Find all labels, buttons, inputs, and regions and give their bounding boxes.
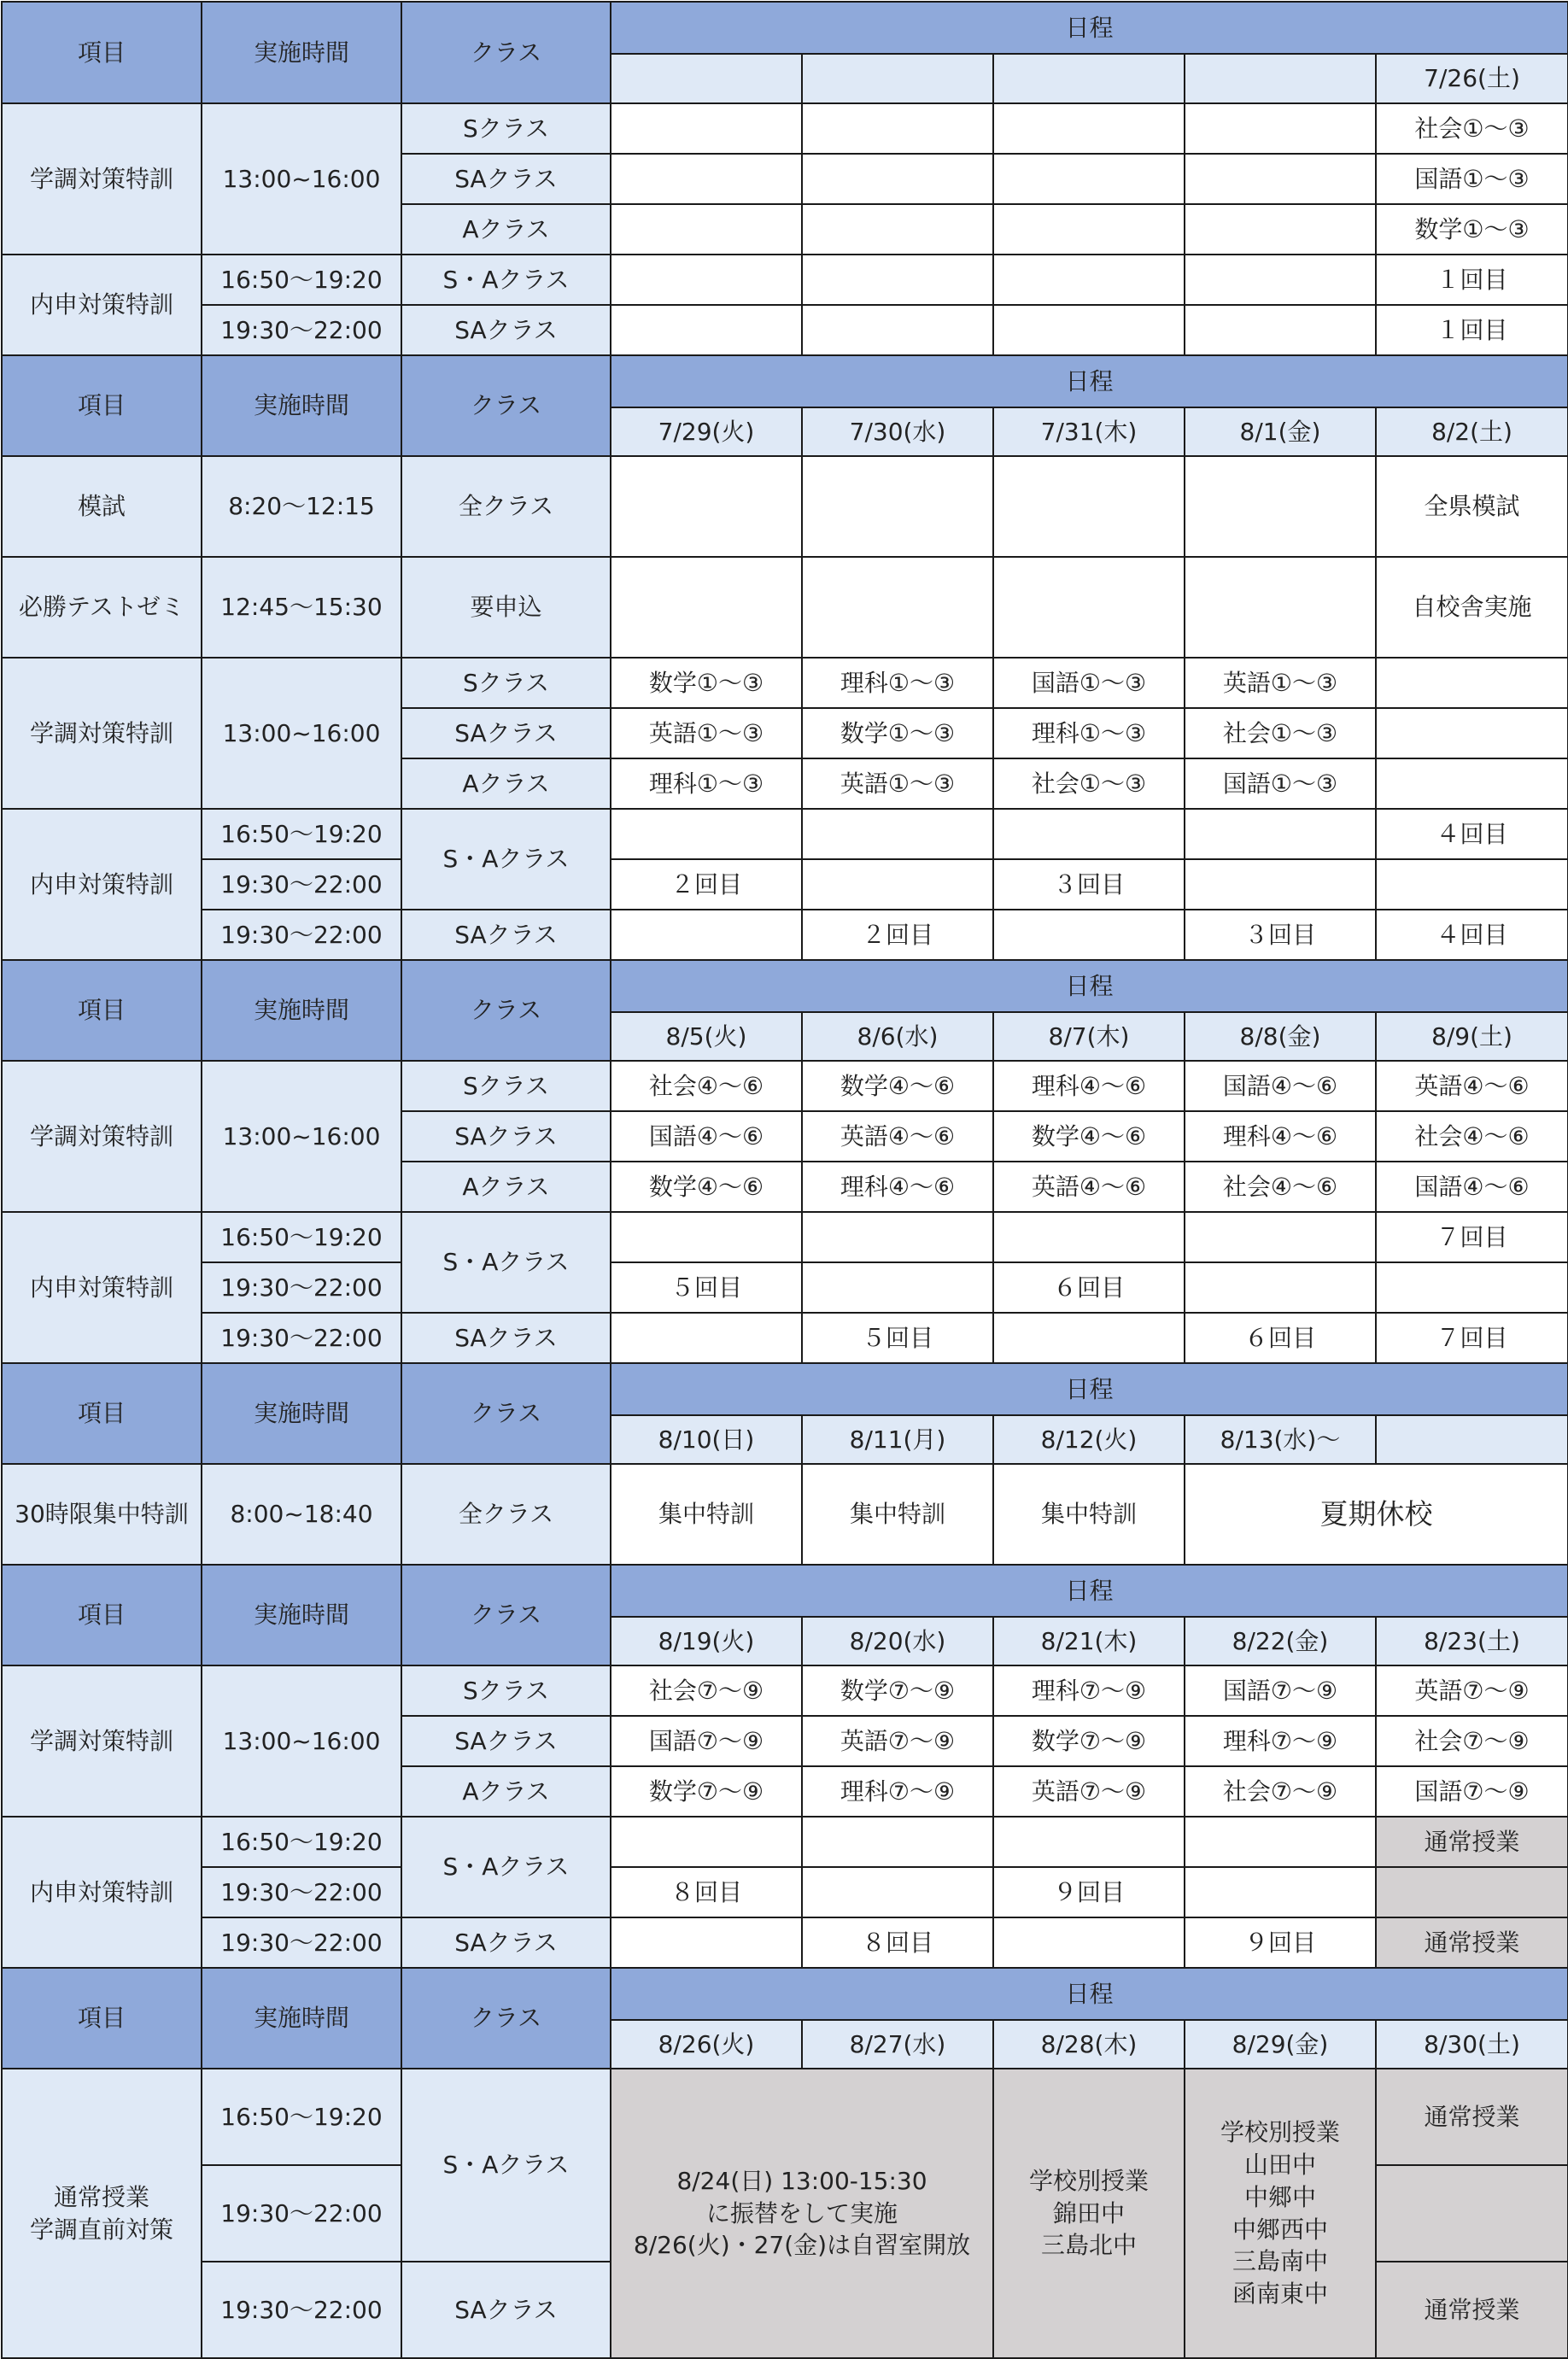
schedule-cell [993,1917,1185,1968]
time-label: 13:00~16:00 [202,1061,401,1212]
schedule-cell [1185,809,1376,859]
schedule-cell: ７回目 [1376,1212,1568,1262]
date-cell: 8/26(火) [611,2020,802,2069]
class-label: Sクラス [401,1665,611,1716]
date-cell: 8/22(金) [1185,1617,1376,1665]
schedule-cell: 国語⑦～⑨ [1185,1665,1376,1716]
schedule-cell: 数学①～③ [1376,204,1568,255]
schedule-cell: 英語①～③ [1185,658,1376,708]
date-cell: 8/30(土) [1376,2020,1568,2069]
schedule-cell [611,103,802,154]
class-label: SAクラス [401,708,611,758]
schedule-cell [802,1817,993,1867]
time-label: 13:00~16:00 [202,658,401,809]
time-label: 19:30～22:00 [202,1313,401,1363]
header-schedule: 日程 [611,1363,1568,1415]
date-cell: 8/23(土) [1376,1617,1568,1665]
date-cell: 7/26(土) [1376,54,1568,103]
time-label: 16:50～19:20 [202,2069,401,2165]
schedule-cell: 英語⑦～⑨ [993,1766,1185,1817]
schedule-cell: 国語①～③ [1376,154,1568,204]
date-cell: 8/12(火) [993,1415,1185,1464]
schedule-cell: 理科①～③ [611,758,802,809]
schedule-cell [611,557,802,658]
school-line: 錦田中 [1052,2198,1125,2227]
header-time: 実施時間 [202,960,401,1061]
header-class: クラス [401,2,611,103]
header-time: 実施時間 [202,1363,401,1464]
schedule-cell: 社会④～⑥ [1185,1162,1376,1212]
schedule-cell [1185,557,1376,658]
time-label: 8:00~18:40 [202,1464,401,1565]
schedule-cell: ２回目 [611,859,802,910]
schedule-cell: 英語④～⑥ [1376,1061,1568,1111]
schedule-cell [993,809,1185,859]
class-label: 全クラス [401,456,611,557]
schedule-cell [993,456,1185,557]
date-cell: 8/20(水) [802,1617,993,1665]
schedule-cell [802,809,993,859]
schedule-cell: 社会①～③ [993,758,1185,809]
time-label: 8:20～12:15 [202,456,401,557]
class-label: 要申込 [401,557,611,658]
schedule-cell [1185,859,1376,910]
date-cell: 8/6(水) [802,1012,993,1061]
item-label: 学調対策特訓 [2,1061,202,1212]
schedule-cell: 国語④～⑥ [611,1111,802,1162]
schedule-cell [993,204,1185,255]
class-label: SAクラス [401,1313,611,1363]
date-cell: 8/8(金) [1185,1012,1376,1061]
class-label: Sクラス [401,1061,611,1111]
header-schedule: 日程 [611,2,1568,54]
class-label: 全クラス [401,1464,611,1565]
date-cell [1376,1415,1568,1464]
schedule-cell [802,1262,993,1313]
schedule-cell [611,1917,802,1968]
schedule-cell: 社会④～⑥ [611,1061,802,1111]
time-label: 16:50～19:20 [202,255,401,305]
item-label-line: 学調直前対策 [29,2215,173,2244]
date-cell [1185,54,1376,103]
date-cell: 8/27(水) [802,2020,993,2069]
school-line: 学校別授業 [1220,2118,1340,2147]
schedule-cell [611,809,802,859]
schedule-cell: 英語④～⑥ [993,1162,1185,1212]
header-time: 実施時間 [202,1565,401,1665]
header-item: 項目 [2,1968,202,2069]
schedule-cell: ２回目 [802,910,993,960]
time-label: 19:30～22:00 [202,859,401,910]
schedule-cell [802,1212,993,1262]
time-label: 19:30～22:00 [202,910,401,960]
date-cell: 8/11(月) [802,1415,993,1464]
date-cell [611,54,802,103]
item-label: 内申対策特訓 [2,1817,202,1968]
regular-class-cell: 通常授業 [1376,1917,1568,1968]
schedule-cell: 国語⑦～⑨ [611,1716,802,1766]
class-label: SAクラス [401,1716,611,1766]
time-label: 16:50～19:20 [202,809,401,859]
schedule-cell: 数学④～⑥ [611,1162,802,1212]
schedule-cell: 数学⑦～⑨ [993,1716,1185,1766]
date-cell: 8/9(土) [1376,1012,1568,1061]
header-item: 項目 [2,1565,202,1665]
header-item: 項目 [2,1363,202,1464]
item-label: 学調対策特訓 [2,103,202,255]
schedule-cell: １回目 [1376,305,1568,355]
date-cell: 8/2(土) [1376,407,1568,456]
date-cell [802,54,993,103]
schedule-cell [611,1817,802,1867]
header-time: 実施時間 [202,355,401,456]
schedule-cell [1185,305,1376,355]
schedule-cell: 集中特訓 [611,1464,802,1565]
item-label: 内申対策特訓 [2,255,202,355]
schedule-cell: １回目 [1376,255,1568,305]
substitute-notice-cell [611,2069,993,2358]
class-label: Aクラス [401,1766,611,1817]
regular-class-cell: 通常授業 [1376,2069,1568,2165]
schedule-cell: 数学⑦～⑨ [802,1665,993,1716]
schedule-cell: ５回目 [802,1313,993,1363]
regular-class-cell [1376,2165,1568,2262]
schedule-cell [1376,1262,1568,1313]
header-class: クラス [401,355,611,456]
date-cell: 8/7(木) [993,1012,1185,1061]
schedule-cell [611,305,802,355]
item-label: 学調対策特訓 [2,658,202,809]
schedule-cell: ８回目 [802,1917,993,1968]
schedule-cell [993,154,1185,204]
class-label: Aクラス [401,204,611,255]
class-label: Sクラス [401,103,611,154]
schedule-cell: 数学④～⑥ [802,1061,993,1111]
date-cell: 7/29(火) [611,407,802,456]
schedule-cell: 国語④～⑥ [1376,1162,1568,1212]
schedule-cell [1185,154,1376,204]
schedule-cell: 社会④～⑥ [1376,1111,1568,1162]
schedule-cell [611,154,802,204]
notice-line: に振替をして実施 [705,2198,898,2227]
class-label: S・Aクラス [401,1817,611,1917]
item-label: 内申対策特訓 [2,1212,202,1363]
class-label: SAクラス [401,910,611,960]
schedule-cell [802,1867,993,1917]
summer-schedule-table [1,1,1568,2359]
schedule-cell: 英語④～⑥ [802,1111,993,1162]
schedule-cell: 数学①～③ [802,708,993,758]
schedule-cell [802,204,993,255]
class-label: S・Aクラス [401,1212,611,1313]
schedule-cell: 理科④～⑥ [993,1061,1185,1111]
schedule-cell [802,456,993,557]
class-label: Sクラス [401,658,611,708]
schedule-cell: 社会①～③ [1376,103,1568,154]
date-cell: 8/19(火) [611,1617,802,1665]
regular-class-cell: 通常授業 [1376,1817,1568,1867]
time-label: 19:30～22:00 [202,1917,401,1968]
date-cell: 7/30(水) [802,407,993,456]
schedule-cell: 理科①～③ [802,658,993,708]
schedule-cell [802,557,993,658]
date-cell: 8/29(金) [1185,2020,1376,2069]
class-label: S・Aクラス [401,2069,611,2262]
schedule-cell: 理科④～⑥ [802,1162,993,1212]
class-label: Aクラス [401,758,611,809]
schedule-cell: 理科⑦～⑨ [802,1766,993,1817]
regular-class-cell: 通常授業 [1376,2262,1568,2358]
schedule-cell: ６回目 [1185,1313,1376,1363]
time-label: 13:00~16:00 [202,1665,401,1817]
schedule-cell: 国語④～⑥ [1185,1061,1376,1111]
date-cell: 8/28(木) [993,2020,1185,2069]
header-schedule: 日程 [611,355,1568,407]
schedule-cell [1185,456,1376,557]
schedule-cell: 数学①～③ [611,658,802,708]
item-label: 学調対策特訓 [2,1665,202,1817]
header-item: 項目 [2,2,202,103]
school-line: 中郷西中 [1232,2215,1328,2244]
schedule-cell: 社会①～③ [1185,708,1376,758]
schedule-cell [802,255,993,305]
time-label: 16:50～19:20 [202,1212,401,1262]
schedule-cell: 英語①～③ [802,758,993,809]
schedule-cell: 国語⑦～⑨ [1376,1766,1568,1817]
time-label: 19:30～22:00 [202,1867,401,1917]
schedule-cell: ４回目 [1376,910,1568,960]
header-class: クラス [401,1968,611,2069]
header-class: クラス [401,960,611,1061]
schedule-cell [993,305,1185,355]
schedule-cell [1376,758,1568,809]
schedule-cell [611,255,802,305]
schedule-cell: 社会⑦～⑨ [1376,1716,1568,1766]
class-label: S・Aクラス [401,809,611,910]
item-label [2,2069,202,2358]
schedule-cell [611,910,802,960]
notice-line: 8/24(日) 13:00-15:30 [676,2166,927,2195]
school-line: 三島南中 [1232,2247,1328,2276]
schedule-cell [1185,255,1376,305]
schedule-cell [993,557,1185,658]
schedule-cell [993,1212,1185,1262]
class-label: SAクラス [401,305,611,355]
schedule-cell: ３回目 [1185,910,1376,960]
time-label: 12:45～15:30 [202,557,401,658]
schedule-cell [1376,658,1568,708]
header-time: 実施時間 [202,2,401,103]
date-cell: 8/1(金) [1185,407,1376,456]
schedule-cell: 英語⑦～⑨ [802,1716,993,1766]
item-label: 模試 [2,456,202,557]
header-class: クラス [401,1565,611,1665]
header-time: 実施時間 [202,1968,401,2069]
schedule-cell [1185,1212,1376,1262]
school-line: 中郷中 [1243,2182,1316,2211]
schedule-cell: 英語⑦～⑨ [1376,1665,1568,1716]
schedule-cell [993,255,1185,305]
schedule-cell: ４回目 [1376,809,1568,859]
school-class-cell-828 [993,2069,1185,2358]
schedule-cell [1376,859,1568,910]
time-label: 16:50～19:20 [202,1817,401,1867]
header-class: クラス [401,1363,611,1464]
schedule-cell: 理科①～③ [993,708,1185,758]
schedule-cell: 社会⑦～⑨ [1185,1766,1376,1817]
schedule-cell [1185,1262,1376,1313]
time-label: 19:30～22:00 [202,2262,401,2358]
header-schedule: 日程 [611,1968,1568,2020]
time-label: 13:00~16:00 [202,103,401,255]
item-label-line: 通常授業 [53,2182,149,2211]
schedule-cell: 国語①～③ [993,658,1185,708]
school-line: 函南東中 [1232,2280,1328,2309]
schedule-cell [802,305,993,355]
school-line: 学校別授業 [1028,2166,1149,2195]
schedule-cell [993,1313,1185,1363]
item-label: 内申対策特訓 [2,809,202,960]
schedule-cell [1185,1817,1376,1867]
schedule-cell [802,859,993,910]
class-label: S・Aクラス [401,255,611,305]
class-label: SAクラス [401,2262,611,2358]
schedule-cell [802,154,993,204]
date-cell [993,54,1185,103]
school-class-cell-829 [1185,2069,1376,2358]
header-schedule: 日程 [611,1565,1568,1617]
time-label: 19:30～22:00 [202,1262,401,1313]
schedule-cell: ６回目 [993,1262,1185,1313]
notice-line: 8/26(火)・27(金)は自習室開放 [633,2231,971,2260]
schedule-cell: 集中特訓 [993,1464,1185,1565]
item-label: 30時限集中特訓 [2,1464,202,1565]
time-label: 19:30～22:00 [202,2165,401,2262]
schedule-cell: 数学⑦～⑨ [611,1766,802,1817]
schedule-cell: 数学④～⑥ [993,1111,1185,1162]
schedule-cell [1185,204,1376,255]
schedule-cell: ９回目 [1185,1917,1376,1968]
class-label: Aクラス [401,1162,611,1212]
schedule-cell: 社会⑦～⑨ [611,1665,802,1716]
schedule-cell: 自校舎実施 [1376,557,1568,658]
date-cell: 8/10(日) [611,1415,802,1464]
schedule-cell: 理科④～⑥ [1185,1111,1376,1162]
header-item: 項目 [2,355,202,456]
schedule-cell: 英語①～③ [611,708,802,758]
schedule-cell: ９回目 [993,1867,1185,1917]
schedule-cell [1185,103,1376,154]
summer-closure-cell: 夏期休校 [1185,1464,1568,1565]
schedule-cell: 理科⑦～⑨ [993,1665,1185,1716]
school-line: 山田中 [1243,2150,1316,2179]
schedule-cell [993,1817,1185,1867]
class-label: SAクラス [401,1917,611,1968]
item-label: 必勝テストゼミ [2,557,202,658]
schedule-cell [993,910,1185,960]
header-item: 項目 [2,960,202,1061]
schedule-cell: 理科⑦～⑨ [1185,1716,1376,1766]
schedule-cell [611,1313,802,1363]
date-cell: 8/5(火) [611,1012,802,1061]
schedule-cell: ３回目 [993,859,1185,910]
time-label: 19:30～22:00 [202,305,401,355]
schedule-cell [611,1212,802,1262]
schedule-cell: 国語①～③ [1185,758,1376,809]
schedule-cell [1185,1867,1376,1917]
date-cell: 8/21(木) [993,1617,1185,1665]
schedule-cell [993,103,1185,154]
date-cell: 7/31(木) [993,407,1185,456]
schedule-cell: 全県模試 [1376,456,1568,557]
school-line: 三島北中 [1040,2231,1137,2260]
header-schedule: 日程 [611,960,1568,1012]
class-label: SAクラス [401,154,611,204]
schedule-cell: ８回目 [611,1867,802,1917]
date-cell: 8/13(水)～ [1185,1415,1376,1464]
schedule-cell [1376,708,1568,758]
schedule-cell [611,204,802,255]
schedule-cell [611,456,802,557]
schedule-cell: ５回目 [611,1262,802,1313]
class-label: SAクラス [401,1111,611,1162]
regular-class-cell [1376,1867,1568,1917]
schedule-cell: 集中特訓 [802,1464,993,1565]
schedule-cell: ７回目 [1376,1313,1568,1363]
schedule-cell [802,103,993,154]
